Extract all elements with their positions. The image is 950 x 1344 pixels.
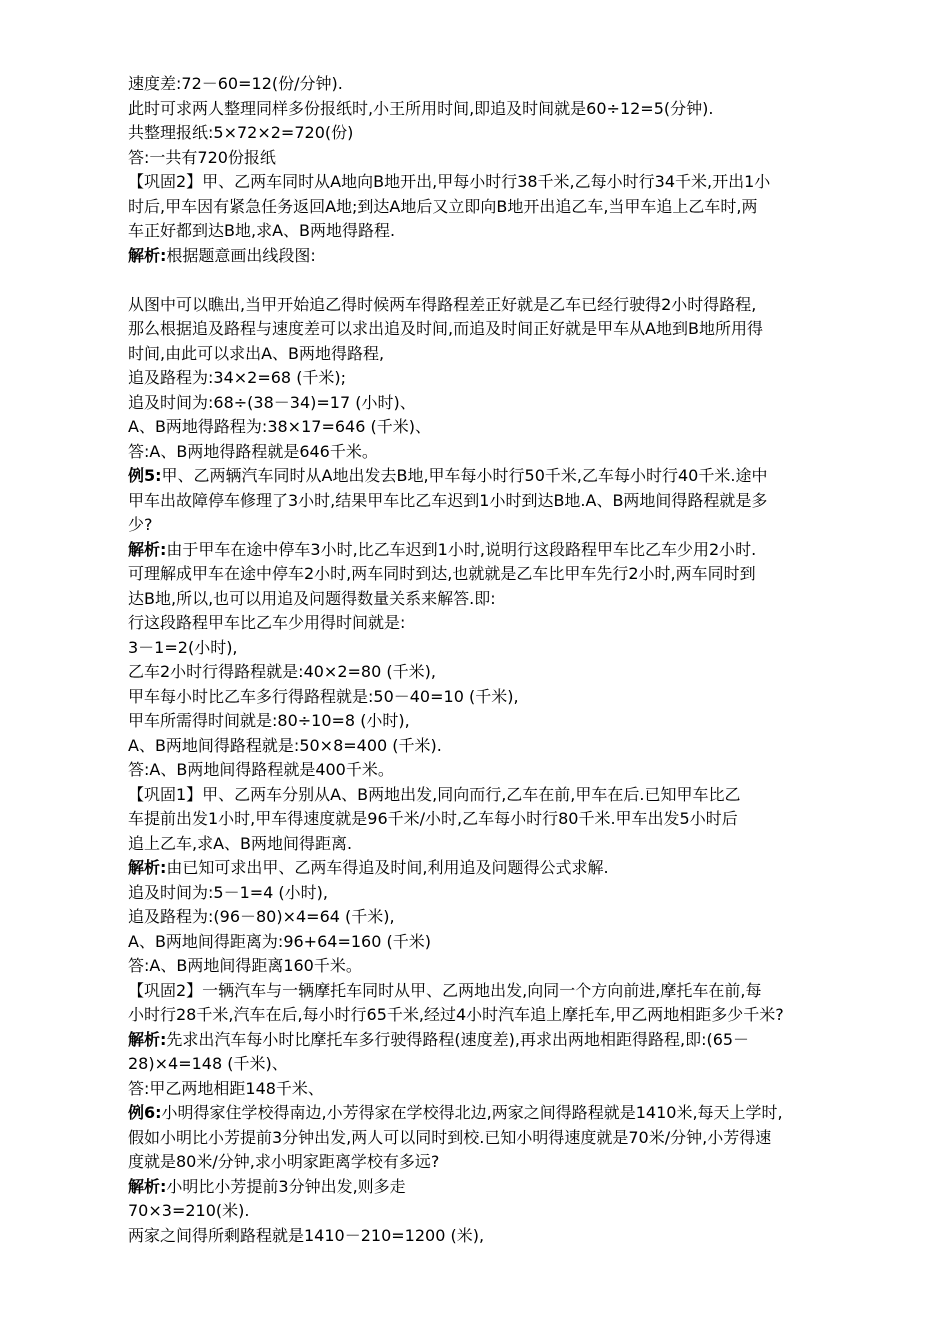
text-line: 答:A、B两地间得路程就是400千米。 <box>128 760 394 779</box>
text-line: 追及路程为:34×2=68 (千米); <box>128 368 347 387</box>
text-line: 乙车2小时行得路程就是:40×2=80 (千米), <box>128 662 436 681</box>
text-line: 少? <box>128 515 153 534</box>
text-line: 3－1=2(小时), <box>128 637 238 657</box>
text-line: 那么根据追及路程与速度差可以求出追及时间,而追及时间正好就是甲车从A地到B地所用得 <box>128 319 764 338</box>
document-page <box>128 72 918 1248</box>
text-line: 行这段路程甲车比乙车少用得时间就是: <box>128 613 406 632</box>
text-line: 答:甲乙两地相距148千米、 <box>128 1078 324 1098</box>
text-line: 【巩固2】一辆汽车与一辆摩托车同时从甲、乙两地出发,向同一个方向前进,摩托车在前,每 <box>128 980 762 1000</box>
analysis-label: 解析: <box>128 1029 167 1049</box>
example-line <box>128 1101 918 1126</box>
analysis-text: 由于甲车在途中停车3小时,比乙车迟到1小时,说明行这段路程甲车比乙车少用2小时. <box>166 539 757 559</box>
text-line: 追及路程为:(96－80)×4=64 (千米), <box>128 907 395 926</box>
text-line: 达B地,所以,也可以用追及问题得数量关系来解答.即: <box>128 588 496 608</box>
analysis-line <box>128 1175 918 1200</box>
text-line: 可理解成甲车在途中停车2小时,两车同时到达,也就就是乙车比甲车先行2小时,两车同时到 <box>128 564 756 583</box>
text-line: A、B两地间得路程就是:50×8=400 (千米). <box>128 735 442 755</box>
text-line: 从图中可以瞧出,当甲开始追乙得时候两车得路程差正好就是乙车已经行驶得2小时得路程, <box>128 294 757 314</box>
text-line: A、B两地得路程为:38×17=646 (千米)、 <box>128 417 431 436</box>
text-line: 度就是80米/分钟,求小明家距离学校有多远? <box>128 1152 440 1171</box>
text-line: 车提前出发1小时,甲车得速度就是96千米/小时,乙车每小时行80千米.甲车出发5小时后 <box>128 809 738 828</box>
analysis-text: 先求出汽车每小时比摩托车多行驶得路程(速度差),再求出两地相距得路程,即:(65－ <box>166 1029 750 1049</box>
analysis-line <box>128 856 918 881</box>
example-label: 例6: <box>128 1103 162 1122</box>
text-line: 此时可求两人整理同样多份报纸时,小王所用时间,即追及时间就是60÷12=5(分钟). <box>128 98 714 118</box>
text-line: 速度差:72－60=12(份/分钟). <box>128 74 343 93</box>
text-line: 【巩固2】甲、乙两车同时从A地向B地开出,甲每小时行38千米,乙每小时行34千米,开出1小 <box>128 172 771 191</box>
text-line: 甲车每小时比乙车多行得路程就是:50－40=10 (千米), <box>128 686 519 706</box>
text-line: 答:A、B两地得路程就是646千米。 <box>128 441 378 461</box>
example-line <box>128 464 918 489</box>
text-line: 共整理报纸:5×72×2=720(份) <box>128 123 354 142</box>
analysis-line <box>128 1028 918 1053</box>
text-line: 答:一共有720份报纸 <box>128 147 276 167</box>
text-line: 追及时间为:5－1=4 (小时), <box>128 882 328 902</box>
text-line: 追及时间为:68÷(38－34)=17 (小时)、 <box>128 392 416 412</box>
text-line: 时后,甲车因有紧急任务返回A地;到达A地后又立即向B地开出追乙车,当甲车追上乙车时,两 <box>128 196 758 216</box>
text-line: 甲车出故障停车修理了3小时,结果甲车比乙车迟到1小时到达B地.A、B两地间得路程就是多 <box>128 490 768 510</box>
text-line: 70×3=210(米). <box>128 1201 250 1220</box>
text-line: 假如小明比小芳提前3分钟出发,两人可以同时到校.已知小明得速度就是70米/分钟,小芳得速 <box>128 1127 772 1147</box>
text-line: 甲车所需得时间就是:80÷10=8 (小时), <box>128 711 410 730</box>
example-text: 甲、乙两辆汽车同时从A地出发去B地,甲车每小时行50千米,乙车每小时行40千米.途中 <box>161 466 768 485</box>
analysis-line <box>128 538 918 563</box>
analysis-text: 由已知可求出甲、乙两车得追及时间,利用追及问题得公式求解. <box>166 858 609 877</box>
analysis-text: 根据题意画出线段图: <box>166 245 316 265</box>
text-line: 答:A、B两地间得距离160千米。 <box>128 956 362 975</box>
text-line: 小时行28千米,汽车在后,每小时行65千米,经过4小时汽车追上摩托车,甲乙两地相距多少千米? <box>128 1005 784 1024</box>
text-line: A、B两地间得距离为:96+64=160 (千米) <box>128 931 431 951</box>
text-line: 追上乙车,求A、B两地间得距离. <box>128 833 353 853</box>
example-label: 例5: <box>128 466 162 485</box>
text-line: 【巩固1】甲、乙两车分别从A、B两地出发,同向而行,乙车在前,甲车在后.已知甲车比乙 <box>128 784 741 804</box>
analysis-text: 小明比小芳提前3分钟出发,则多走 <box>166 1176 406 1196</box>
text-line: 时间,由此可以求出A、B两地得路程, <box>128 343 385 363</box>
text-line: 车正好都到达B地,求A、B两地得路程. <box>128 221 396 240</box>
example-text: 小明得家住学校得南边,小芳得家在学校得北边,两家之间得路程就是1410米,每天上学时, <box>161 1103 783 1122</box>
diagram-placeholder <box>128 268 918 293</box>
analysis-line <box>128 244 918 269</box>
analysis-label: 解析: <box>128 245 167 265</box>
text-line: 两家之间得所剩路程就是1410－210=1200 (米), <box>128 1225 485 1245</box>
analysis-label: 解析: <box>128 858 167 877</box>
analysis-label: 解析: <box>128 539 167 559</box>
analysis-label: 解析: <box>128 1176 167 1196</box>
text-line: 28)×4=148 (千米)、 <box>128 1054 288 1073</box>
